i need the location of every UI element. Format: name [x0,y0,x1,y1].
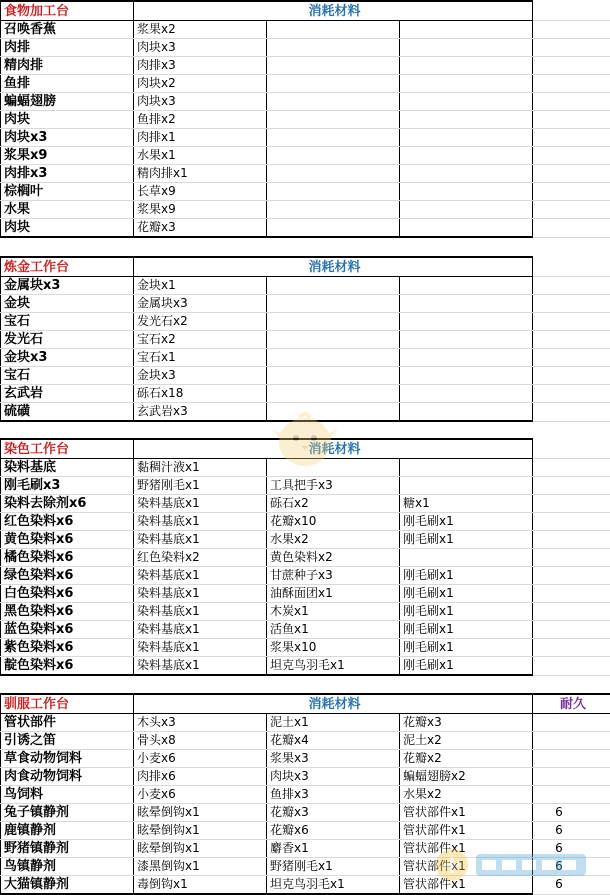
material-2-cell[interactable]: 坦克鸟羽毛x1 [267,657,400,676]
table-row [1,385,610,403]
material-1-cell[interactable]: 肉块x2 [134,75,267,93]
empty-cell[interactable] [533,439,610,459]
material-2-cell[interactable]: 浆果x10 [267,639,400,657]
empty-cell[interactable] [533,93,610,111]
table-row [1,111,610,129]
material-1-cell[interactable]: 肉块x3 [134,39,267,57]
item-name-cell[interactable]: 宝石 [1,313,134,331]
material-3-cell[interactable] [400,219,533,238]
item-name-cell[interactable]: 白色染料x6 [1,585,134,603]
material-1-cell[interactable]: 野猪刚毛x1 [134,477,267,495]
material-3-cell[interactable] [400,93,533,111]
durability-cell[interactable]: 6 [533,858,610,876]
durability-cell[interactable] [533,786,610,804]
material-2-cell[interactable]: 花瓣x4 [267,732,400,750]
material-1-cell[interactable]: 木头x3 [134,714,267,732]
material-2-cell[interactable]: 麝香x1 [267,840,400,858]
empty-cell[interactable] [533,313,610,331]
durability-cell[interactable] [533,732,610,750]
material-2-cell[interactable]: 油酥面团x1 [267,585,400,603]
table-row [1,93,610,111]
section-header-row [1,694,610,714]
materials-header[interactable]: 消耗材料 [134,1,533,21]
table-row [1,804,610,822]
table-row [1,531,610,549]
material-2-cell[interactable]: 花瓣x3 [267,804,400,822]
section-header-row [1,439,610,459]
item-name-cell[interactable]: 肉排 [1,39,134,57]
material-2-cell[interactable]: 肉块x3 [267,768,400,786]
material-2-cell[interactable] [267,21,400,39]
material-3-cell[interactable] [400,57,533,75]
material-2-cell[interactable]: 鱼排x3 [267,786,400,804]
material-3-cell[interactable] [400,403,533,422]
material-3-cell[interactable] [400,165,533,183]
item-name-cell[interactable]: 刚毛刷x3 [1,477,134,495]
table-row [1,822,610,840]
empty-cell[interactable] [533,621,610,639]
material-2-cell[interactable] [267,39,400,57]
durability-cell[interactable]: 6 [533,804,610,822]
section-title[interactable]: 炼金工作台 [1,257,134,277]
table-row [1,183,610,201]
material-1-cell[interactable]: 金属块x3 [134,295,267,313]
empty-cell[interactable] [533,277,610,295]
material-1-cell[interactable]: 玄武岩x3 [134,403,267,422]
material-3-cell[interactable] [400,331,533,349]
durability-header[interactable]: 耐久 [533,694,610,714]
item-name-cell[interactable]: 精肉排 [1,57,134,75]
item-name-cell[interactable]: 宝石 [1,367,134,385]
item-name-cell[interactable]: 蓝色染料x6 [1,621,134,639]
item-name-cell[interactable]: 染料去除剂x6 [1,495,134,513]
material-3-cell[interactable]: 蝙蝠翅膀x2 [400,768,533,786]
material-2-cell[interactable]: 泥土x1 [267,714,400,732]
material-2-cell[interactable] [267,277,400,295]
table-row [1,603,610,621]
table-row [1,714,610,732]
material-1-cell[interactable]: 金块x3 [134,367,267,385]
material-3-cell[interactable] [400,367,533,385]
material-3-cell[interactable]: 管状部件x1 [400,822,533,840]
material-1-cell[interactable]: 染料基底x1 [134,585,267,603]
empty-cell[interactable] [533,295,610,313]
material-3-cell[interactable]: 刚毛刷x1 [400,567,533,585]
material-1-cell[interactable]: 眩晕倒钩x1 [134,804,267,822]
material-2-cell[interactable] [267,183,400,201]
material-2-cell[interactable] [267,57,400,75]
empty-cell[interactable] [533,585,610,603]
material-1-cell[interactable]: 肉排x1 [134,129,267,147]
material-1-cell[interactable]: 水果x1 [134,147,267,165]
section-header-row [1,257,610,277]
item-name-cell[interactable]: 金属块x3 [1,277,134,295]
empty-cell[interactable] [533,349,610,367]
table-row [1,768,610,786]
item-name-cell[interactable]: 绿色染料x6 [1,567,134,585]
material-1-cell[interactable]: 肉排x6 [134,768,267,786]
empty-cell[interactable] [533,403,610,422]
table-row [1,349,610,367]
item-name-cell[interactable]: 引诱之笛 [1,732,134,750]
item-name-cell[interactable]: 金块 [1,295,134,313]
material-2-cell[interactable] [267,331,400,349]
empty-cell[interactable] [533,639,610,657]
empty-cell[interactable] [533,495,610,513]
materials-header[interactable]: 消耗材料 [134,694,533,714]
material-3-cell[interactable]: 花瓣x3 [400,714,533,732]
material-2-cell[interactable] [267,459,400,477]
material-3-cell[interactable] [400,313,533,331]
material-2-cell[interactable]: 活鱼x1 [267,621,400,639]
table-row [1,219,610,238]
material-2-cell[interactable] [267,165,400,183]
item-name-cell[interactable]: 肉块 [1,219,134,238]
item-name-cell[interactable]: 蝙蝠翅膀 [1,93,134,111]
material-2-cell[interactable] [267,111,400,129]
empty-cell[interactable] [533,531,610,549]
material-1-cell[interactable]: 黏稠汁液x1 [134,459,267,477]
item-name-cell[interactable]: 大猫镇静剂 [1,876,134,895]
material-3-cell[interactable]: 刚毛刷x1 [400,513,533,531]
item-name-cell[interactable]: 鱼排 [1,75,134,93]
table-row [1,513,610,531]
table-row [1,313,610,331]
item-name-cell[interactable]: 管状部件 [1,714,134,732]
material-1-cell[interactable]: 小麦x6 [134,786,267,804]
empty-cell[interactable] [533,367,610,385]
item-name-cell[interactable]: 肉食动物饲料 [1,768,134,786]
item-name-cell[interactable]: 鹿镇静剂 [1,822,134,840]
material-1-cell[interactable]: 毒倒钩x1 [134,876,267,895]
material-2-cell[interactable] [267,403,400,422]
item-name-cell[interactable]: 水果 [1,201,134,219]
material-1-cell[interactable]: 浆果x2 [134,21,267,39]
empty-cell[interactable] [533,1,610,21]
material-3-cell[interactable] [400,477,533,495]
material-1-cell[interactable]: 染料基底x1 [134,621,267,639]
material-3-cell[interactable] [400,129,533,147]
material-2-cell[interactable]: 黄色染料x2 [267,549,400,567]
section-title[interactable]: 食物加工台 [1,1,134,21]
table-row [1,295,610,313]
item-name-cell[interactable]: 浆果x9 [1,147,134,165]
table-row [1,858,610,876]
material-3-cell[interactable]: 刚毛刷x1 [400,621,533,639]
material-1-cell[interactable]: 骨头x8 [134,732,267,750]
materials-header[interactable]: 消耗材料 [134,257,533,277]
material-1-cell[interactable]: 染料基底x1 [134,657,267,676]
table-row [1,732,610,750]
item-name-cell[interactable]: 鸟饲料 [1,786,134,804]
material-1-cell[interactable]: 眩晕倒钩x1 [134,840,267,858]
table-row [1,477,610,495]
empty-cell[interactable] [533,129,610,147]
table-row [1,201,610,219]
empty-cell[interactable] [533,257,610,277]
empty-cell[interactable] [533,603,610,621]
material-3-cell[interactable] [400,21,533,39]
material-3-cell[interactable]: 水果x2 [400,786,533,804]
empty-cell[interactable] [533,39,610,57]
table-row [1,129,610,147]
material-2-cell[interactable]: 浆果x3 [267,750,400,768]
table-row [1,75,610,93]
item-name-cell[interactable]: 野猪镇静剂 [1,840,134,858]
material-2-cell[interactable] [267,313,400,331]
material-3-cell[interactable]: 刚毛刷x1 [400,603,533,621]
item-name-cell[interactable]: 兔子镇静剂 [1,804,134,822]
table-row [1,786,610,804]
materials-header[interactable]: 消耗材料 [134,439,533,459]
material-1-cell[interactable]: 宝石x1 [134,349,267,367]
material-1-cell[interactable]: 花瓣x3 [134,219,267,238]
table-row [1,147,610,165]
material-1-cell[interactable]: 染料基底x1 [134,495,267,513]
material-2-cell[interactable]: 花瓣x6 [267,822,400,840]
section-table [0,256,610,422]
material-2-cell[interactable]: 砾石x2 [267,495,400,513]
empty-cell[interactable] [533,75,610,93]
item-name-cell[interactable]: 棕榈叶 [1,183,134,201]
table-row [1,459,610,477]
material-2-cell[interactable]: 木炭x1 [267,603,400,621]
item-name-cell[interactable]: 染料基底 [1,459,134,477]
material-1-cell[interactable]: 红色染料x2 [134,549,267,567]
table-row [1,549,610,567]
material-3-cell[interactable]: 刚毛刷x1 [400,585,533,603]
material-3-cell[interactable]: 管状部件x1 [400,804,533,822]
material-1-cell[interactable]: 浆果x9 [134,201,267,219]
material-3-cell[interactable]: 管状部件x1 [400,858,533,876]
item-name-cell[interactable]: 红色染料x6 [1,513,134,531]
item-name-cell[interactable]: 鸟镇静剂 [1,858,134,876]
empty-cell[interactable] [533,201,610,219]
durability-cell[interactable] [533,768,610,786]
material-3-cell[interactable] [400,39,533,57]
material-1-cell[interactable]: 染料基底x1 [134,603,267,621]
empty-cell[interactable] [533,567,610,585]
material-1-cell[interactable]: 肉块x3 [134,93,267,111]
table-row [1,331,610,349]
material-3-cell[interactable] [400,549,533,567]
material-2-cell[interactable] [267,349,400,367]
material-2-cell[interactable]: 水果x2 [267,531,400,549]
material-2-cell[interactable]: 坦克鸟羽毛x1 [267,876,400,895]
durability-cell[interactable] [533,714,610,732]
material-1-cell[interactable]: 宝石x2 [134,331,267,349]
material-3-cell[interactable] [400,459,533,477]
material-3-cell[interactable]: 管状部件x1 [400,876,533,895]
material-3-cell[interactable]: 刚毛刷x1 [400,639,533,657]
item-name-cell[interactable]: 肉块 [1,111,134,129]
item-name-cell[interactable]: 玄武岩 [1,385,134,403]
table-row [1,277,610,295]
material-2-cell[interactable]: 野猪刚毛x1 [267,858,400,876]
material-2-cell[interactable] [267,75,400,93]
empty-cell[interactable] [533,147,610,165]
table-row [1,367,610,385]
material-3-cell[interactable]: 泥土x2 [400,732,533,750]
empty-cell[interactable] [533,477,610,495]
empty-cell[interactable] [533,219,610,238]
item-name-cell[interactable]: 黑色染料x6 [1,603,134,621]
material-1-cell[interactable]: 染料基底x1 [134,567,267,585]
empty-cell[interactable] [533,549,610,567]
material-3-cell[interactable]: 花瓣x2 [400,750,533,768]
material-1-cell[interactable]: 小麦x6 [134,750,267,768]
table-row [1,495,610,513]
material-2-cell[interactable]: 工具把手x3 [267,477,400,495]
material-2-cell[interactable] [267,147,400,165]
item-name-cell[interactable]: 肉排x3 [1,165,134,183]
material-3-cell[interactable] [400,349,533,367]
material-2-cell[interactable] [267,295,400,313]
material-3-cell[interactable] [400,147,533,165]
material-3-cell[interactable]: 刚毛刷x1 [400,531,533,549]
empty-cell[interactable] [533,165,610,183]
table-row [1,567,610,585]
durability-cell[interactable]: 6 [533,840,610,858]
material-1-cell[interactable]: 金块x1 [134,277,267,295]
durability-cell[interactable]: 6 [533,876,610,895]
material-1-cell[interactable]: 长草x9 [134,183,267,201]
material-2-cell[interactable]: 甘蔗种子x3 [267,567,400,585]
table-row [1,750,610,768]
item-name-cell[interactable]: 黄色染料x6 [1,531,134,549]
material-3-cell[interactable] [400,75,533,93]
material-1-cell[interactable]: 眩晕倒钩x1 [134,822,267,840]
item-name-cell[interactable]: 肉块x3 [1,129,134,147]
empty-cell[interactable] [533,513,610,531]
material-3-cell[interactable]: 糖x1 [400,495,533,513]
table-row [1,21,610,39]
item-name-cell[interactable]: 橘色染料x6 [1,549,134,567]
section-title[interactable]: 染色工作台 [1,439,134,459]
material-3-cell[interactable] [400,201,533,219]
material-2-cell[interactable] [267,93,400,111]
material-3-cell[interactable]: 刚毛刷x1 [400,657,533,676]
item-name-cell[interactable]: 召唤香蕉 [1,21,134,39]
material-1-cell[interactable]: 精肉排x1 [134,165,267,183]
empty-cell[interactable] [533,459,610,477]
material-3-cell[interactable] [400,295,533,313]
material-1-cell[interactable]: 染料基底x1 [134,531,267,549]
table-row [1,840,610,858]
durability-cell[interactable] [533,750,610,768]
empty-cell[interactable] [533,21,610,39]
empty-cell[interactable] [533,657,610,676]
table-row [1,657,610,676]
material-2-cell[interactable] [267,385,400,403]
material-3-cell[interactable]: 管状部件x1 [400,840,533,858]
empty-cell[interactable] [533,183,610,201]
empty-cell[interactable] [533,331,610,349]
empty-cell[interactable] [533,385,610,403]
section-table [0,438,610,676]
table-row [1,639,610,657]
section-title[interactable]: 驯服工作台 [1,694,134,714]
table-row [1,39,610,57]
material-2-cell[interactable] [267,201,400,219]
section-table [0,693,610,895]
durability-cell[interactable]: 6 [533,822,610,840]
material-2-cell[interactable]: 花瓣x10 [267,513,400,531]
material-1-cell[interactable]: 砾石x18 [134,385,267,403]
table-row [1,585,610,603]
material-3-cell[interactable] [400,277,533,295]
item-name-cell[interactable]: 靛色染料x6 [1,657,134,676]
table-row [1,876,610,895]
item-name-cell[interactable]: 金块x3 [1,349,134,367]
material-2-cell[interactable] [267,129,400,147]
material-1-cell[interactable]: 肉排x3 [134,57,267,75]
material-3-cell[interactable] [400,385,533,403]
material-1-cell[interactable]: 鱼排x2 [134,111,267,129]
material-3-cell[interactable] [400,183,533,201]
material-2-cell[interactable] [267,367,400,385]
material-1-cell[interactable]: 染料基底x1 [134,513,267,531]
table-row [1,621,610,639]
material-1-cell[interactable]: 漆黑倒钩x1 [134,858,267,876]
item-name-cell[interactable]: 紫色染料x6 [1,639,134,657]
section-header-row [1,1,610,21]
empty-cell[interactable] [533,111,610,129]
item-name-cell[interactable]: 草食动物饲料 [1,750,134,768]
table-row [1,57,610,75]
material-1-cell[interactable]: 染料基底x1 [134,639,267,657]
section-table [0,0,610,238]
material-3-cell[interactable] [400,111,533,129]
table-row [1,403,610,422]
item-name-cell[interactable]: 发光石 [1,331,134,349]
material-2-cell[interactable] [267,219,400,238]
item-name-cell[interactable]: 硫磺 [1,403,134,422]
empty-cell[interactable] [533,57,610,75]
material-1-cell[interactable]: 发光石x2 [134,313,267,331]
table-row [1,165,610,183]
